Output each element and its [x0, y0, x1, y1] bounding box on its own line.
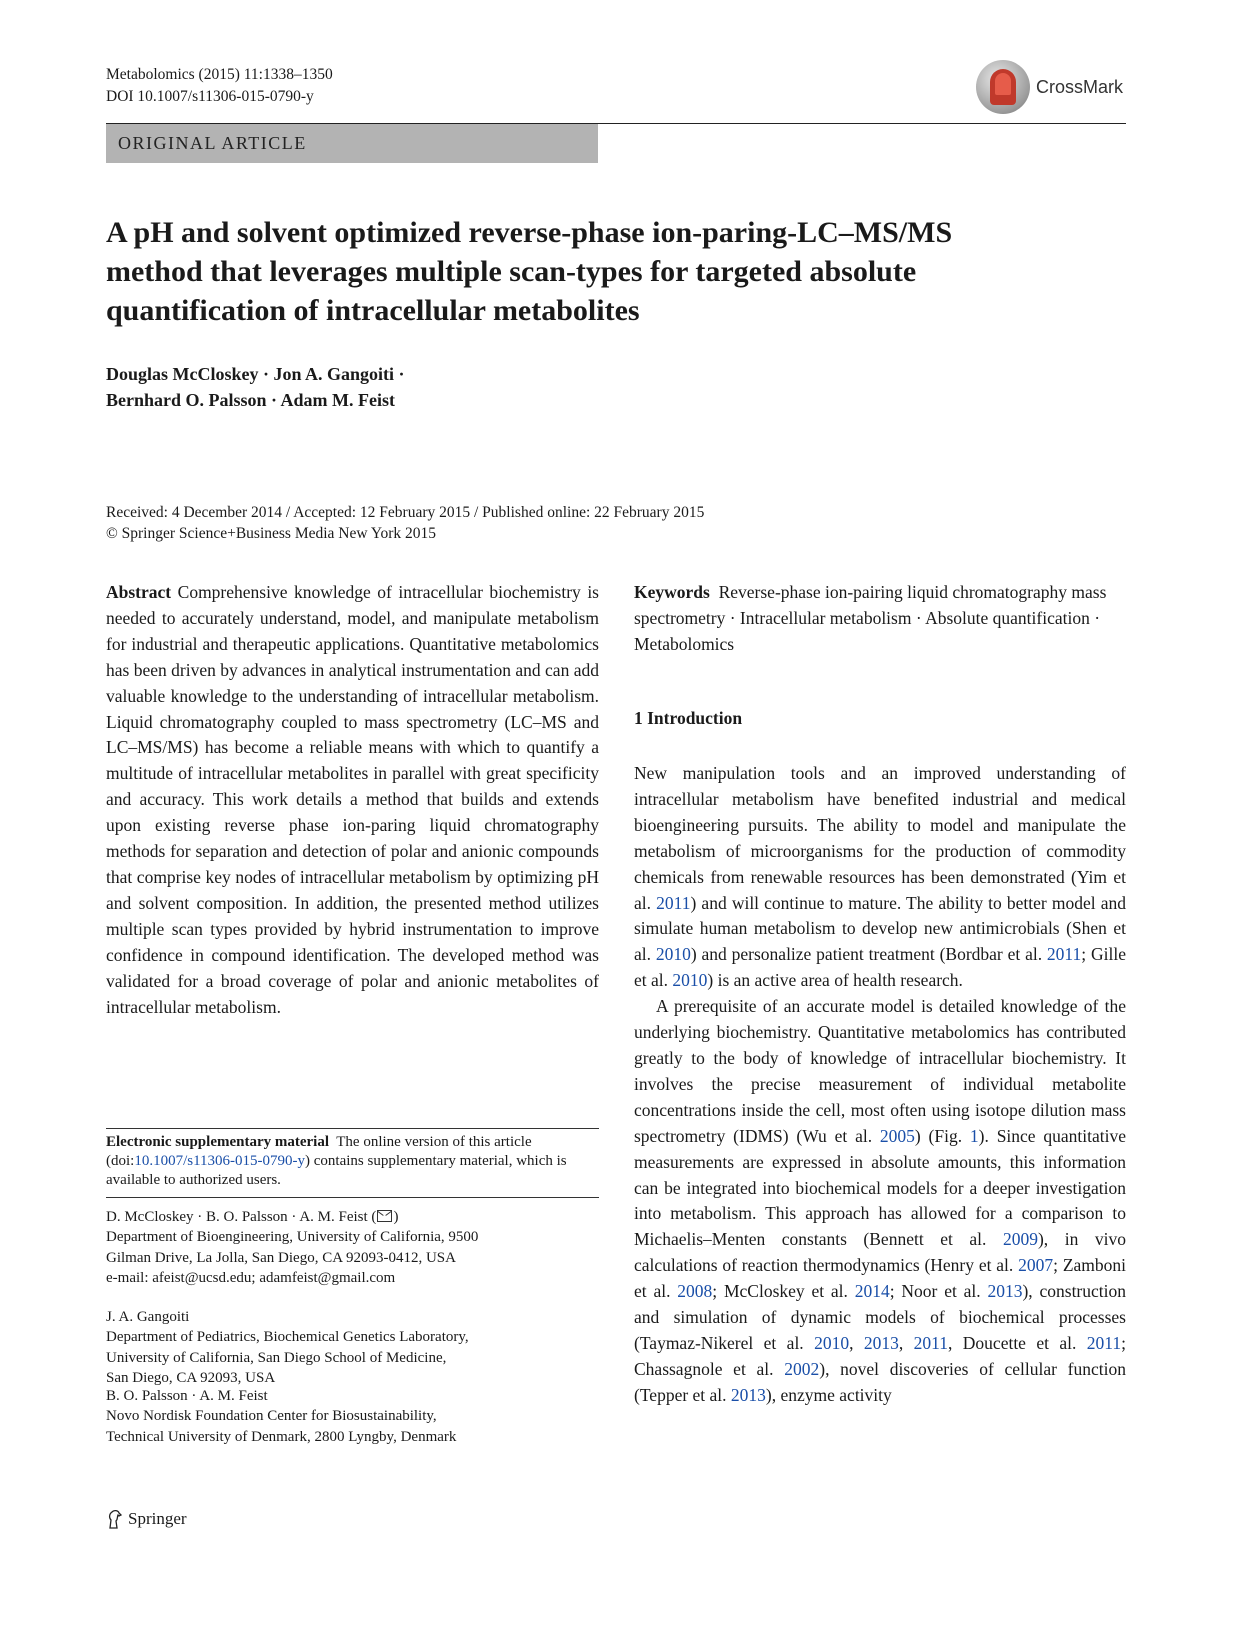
citation-link[interactable]: 2010 [672, 970, 708, 991]
citation-link[interactable]: 2011 [913, 1332, 949, 1353]
paragraph-text: ; McCloskey et al. [712, 1281, 855, 1302]
citation-link[interactable]: 2014 [854, 1281, 890, 1302]
citation-link[interactable]: 2013 [987, 1281, 1023, 1302]
citation-link[interactable]: 2010 [814, 1332, 850, 1353]
envelope-icon [377, 1210, 392, 1222]
paragraph-text: ; Chassagnole et al. [634, 1332, 1127, 1379]
publication-dates: Received: 4 December 2014 / Accepted: 12 February 2015 / Published online: 22 February 2015 © Springer Science+Business Media New York 2015 [106, 504, 705, 542]
paragraph-text: ) is an active area of health research. [707, 970, 963, 991]
springer-horse-icon [106, 1508, 124, 1530]
author-list: Douglas McCloskey · Jon A. Gangoiti · Bernhard O. Palsson · Adam M. Feist [106, 364, 405, 410]
citation-link[interactable]: 2011 [656, 892, 691, 913]
citation-link[interactable]: 1 [969, 1125, 979, 1146]
paragraph-text: , Doucette et al. [948, 1332, 1087, 1353]
citation-link[interactable]: 2011 [1046, 944, 1082, 965]
journal-info [106, 64, 333, 108]
citation-link[interactable]: 2007 [1018, 1255, 1054, 1276]
keywords-heading: Keywords [634, 582, 710, 602]
publisher-name: Springer [128, 1509, 187, 1528]
introduction-paragraph-1 [634, 763, 1126, 990]
page-footer [106, 1508, 187, 1530]
paragraph-text: ), novel discoveries of cellular function (Tepper et al. [634, 1358, 1127, 1405]
affiliation-2: J. A. Gangoiti Department of Pediatrics, Biochemical Genetics Laboratory, University of California, San Diego School of Medicine, San Diego, CA 92093, USA [106, 1309, 469, 1387]
paragraph-text: ). Since quantitative measurements are expressed in absolute amounts, this information can be integrated into biochemical models for a deeper investigation into metabolism. This approach has allowed for a comparison to Michaelis–Menten constants (Bennett et al. [634, 1125, 1127, 1250]
corresponding-email: e-mail: afeist@ucsd.edu; adamfeist@gmail.com [106, 1270, 396, 1287]
paragraph-text: ) and personalize patient treatment (Bordbar et al. [690, 944, 1047, 965]
citation-link[interactable]: 2005 [879, 1125, 915, 1146]
abstract-heading: Abstract [106, 582, 172, 602]
paragraph-text: ; Noor et al. [889, 1281, 988, 1302]
affiliation-divider [106, 1197, 599, 1198]
journal-citation: Metabolomics (2015) 11:1338–1350 [106, 66, 333, 83]
introduction-body [634, 761, 1126, 1409]
paragraph-text: ; Zamboni et al. [634, 1255, 1126, 1302]
paragraph-text: ), enzyme activity [765, 1384, 892, 1405]
citation-link[interactable]: 2009 [1002, 1229, 1038, 1250]
paragraph-text: ) and will continue to mature. The ability to better model and simulate human metabolism to develop new antimicrobials (Shen et al. [634, 892, 1126, 965]
affiliation-1: D. McCloskey · B. O. Palsson · A. M. Feist ( ) Department of Bioengineering, University of California, 9500 Gilman Drive, La Jolla, San Diego, CA 92093-0412, USA e-mail: afeist@ucsd.edu; adamfeist@gmail.com [106, 1207, 599, 1289]
article-title: A pH and solvent optimized reverse-phase ion-paring-LC–MS/MS method that leverages multiple scan-types for targeted absolute quantification of intracellular metabolites [106, 216, 953, 327]
esm-divider [106, 1128, 599, 1129]
esm-doi-link[interactable]: 10.1007/s11306-015-0790-y [134, 1153, 306, 1169]
esm-note: Electronic supplementary material The online version of this article (doi:10.1007/s11306-015-0790-y) contains supplementary material, which is available to authorized users. [106, 1134, 567, 1188]
paragraph-text: ) (Fig. [914, 1125, 970, 1146]
citation-link[interactable]: 2013 [863, 1332, 899, 1353]
article-type-banner: ORIGINAL ARTICLE [106, 124, 598, 163]
paragraph-text: , [898, 1332, 914, 1353]
keywords [634, 580, 1126, 658]
paragraph-text: ; Gille et al. [634, 944, 1126, 991]
abstract-text: Comprehensive knowledge of intracellular biochemistry is needed to accurately understand, model, and manipulate metabolism for industrial and therapeutic applications. Quantitative metabolomics has been driven by advances in analytical instrumentation and can add valuable knowledge to the understanding of intracellular metabolism. Liquid chromatography coupled to mass spectrometry (LC–MS and LC–MS/MS) has become a reliable means with which to quantify a multitude of intracellular metabolites in parallel with great specificity and accuracy. This work details a method that builds and extends upon existing reverse phase ion-paring liquid chromatography methods for separation and detection of polar and anionic compounds that comprise key nodes of intracellular metabolism by optimizing pH and solvent composition. In addition, the presented method utilizes multiple scan types provided by hybrid instrumentation to improve confidence in compound identification. The developed method was validated for a broad coverage of polar and anionic metabolites of intracellular metabolism. [106, 582, 599, 1017]
introduction-paragraph-2 [634, 994, 1126, 1409]
citation-link[interactable]: 2008 [677, 1281, 713, 1302]
keywords-text: Reverse-phase ion-pairing liquid chromatography mass spectrometry · Intracellular metabolism · Absolute quantification · Metabolomics [634, 582, 1107, 654]
paragraph-text: New manipulation tools and an improved understanding of intracellular metabolism have benefited industrial and medical bioengineering pursuits. The ability to model and manipulate the metabolism of microorganisms for the production of commodity chemicals from renewable resources has been demonstrated (Yim et al. [634, 763, 1126, 913]
paragraph-text: ), construction and simulation of dynamic models of biochemical processes (Taymaz-Nikerel et al. [634, 1281, 1126, 1353]
paragraph-text: , [849, 1332, 864, 1353]
crossmark-badge[interactable] [976, 60, 1126, 116]
section-heading-introduction: 1 Introduction [634, 708, 743, 728]
citation-link[interactable]: 2010 [655, 944, 691, 965]
paragraph-text: A prerequisite of an accurate model is detailed knowledge of the underlying biochemistry. Quantitative metabolomics has contributed greatly to the body of knowledge of intracellular biochemistry. It involves the precise measurement of individual metabolite concentrations inside the cell, most often using isotope dilution mass spectrometry (IDMS) (Wu et al. [634, 996, 1126, 1146]
citation-link[interactable]: 2013 [730, 1384, 766, 1405]
citation-link[interactable]: 2011 [1086, 1332, 1122, 1353]
citation-link[interactable]: 2002 [784, 1358, 820, 1379]
esm-heading: Electronic supplementary material [106, 1134, 330, 1150]
doi-line: DOI 10.1007/s11306-015-0790-y [106, 88, 314, 105]
crossmark-label: CrossMark [1036, 77, 1124, 97]
abstract [106, 580, 599, 1020]
affiliation-3: B. O. Palsson · A. M. Feist Novo Nordisk Foundation Center for Biosustainability, Technical University of Denmark, 2800 Lyngby, Denmark [106, 1388, 457, 1445]
paragraph-text: ), in vivo calculations of reaction thermodynamics (Henry et al. [634, 1229, 1126, 1276]
